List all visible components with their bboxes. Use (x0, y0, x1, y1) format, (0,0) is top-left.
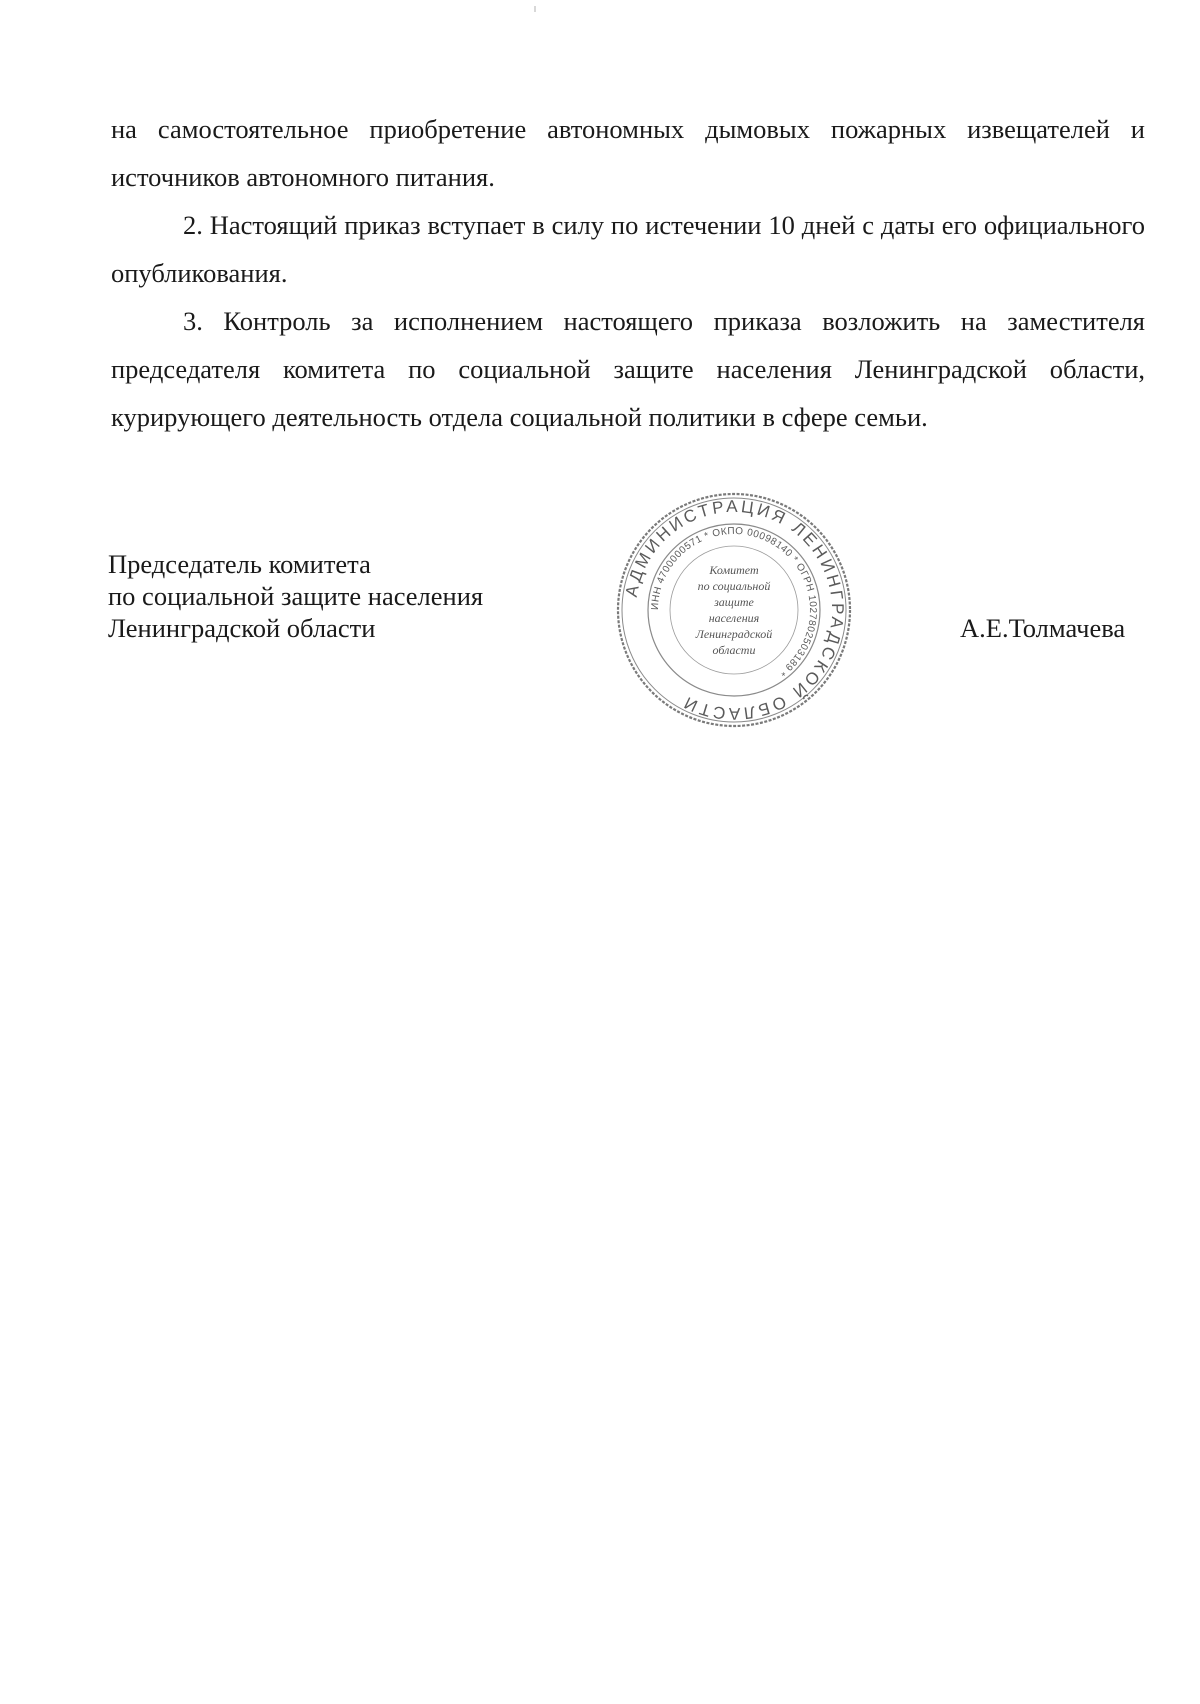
seal-ring-text: ИНН 4700000571 * ОКПО 00098140 * ОГРН 1027802503189 * (649, 525, 819, 679)
seal-center-line: области (712, 643, 756, 657)
paragraph-3: 3. Контроль за исполнением настоящего приказа возложить на заместителя председателя комитета по социальной защите населения Ленинградской области, курирующего деятельность отдела социальной политики в сфере семьи. (111, 306, 1145, 432)
signer-name: А.Е.Толмачева (960, 613, 1126, 643)
document-body (111, 105, 1145, 441)
official-seal-stamp (614, 490, 854, 730)
seal-center-line: защите (714, 595, 754, 609)
signature-title-line: по социальной защите населения (108, 581, 484, 611)
seal-center-line: населения (708, 611, 760, 625)
signature-title-line: Ленинградской области (108, 613, 376, 643)
paragraph-2: 2. Настоящий приказ вступает в силу по истечении 10 дней с даты его официального опубликования. (111, 210, 1145, 288)
seal-center-line: Ленинградской (695, 627, 773, 641)
signature-title-line: Председатель комитета (108, 549, 371, 579)
seal-center-line: Комитет (709, 563, 759, 577)
seal-center-line: по социальной (697, 579, 771, 593)
paragraph-continuation: на самостоятельное приобретение автономных дымовых пожарных извещателей и источников автономного питания. (111, 114, 1145, 192)
scan-mark (534, 6, 536, 12)
seal-outer-text: АДМИНИСТРАЦИЯ ЛЕНИНГРАДСКОЙ ОБЛАСТИ (621, 496, 848, 724)
signature-title (108, 548, 483, 644)
